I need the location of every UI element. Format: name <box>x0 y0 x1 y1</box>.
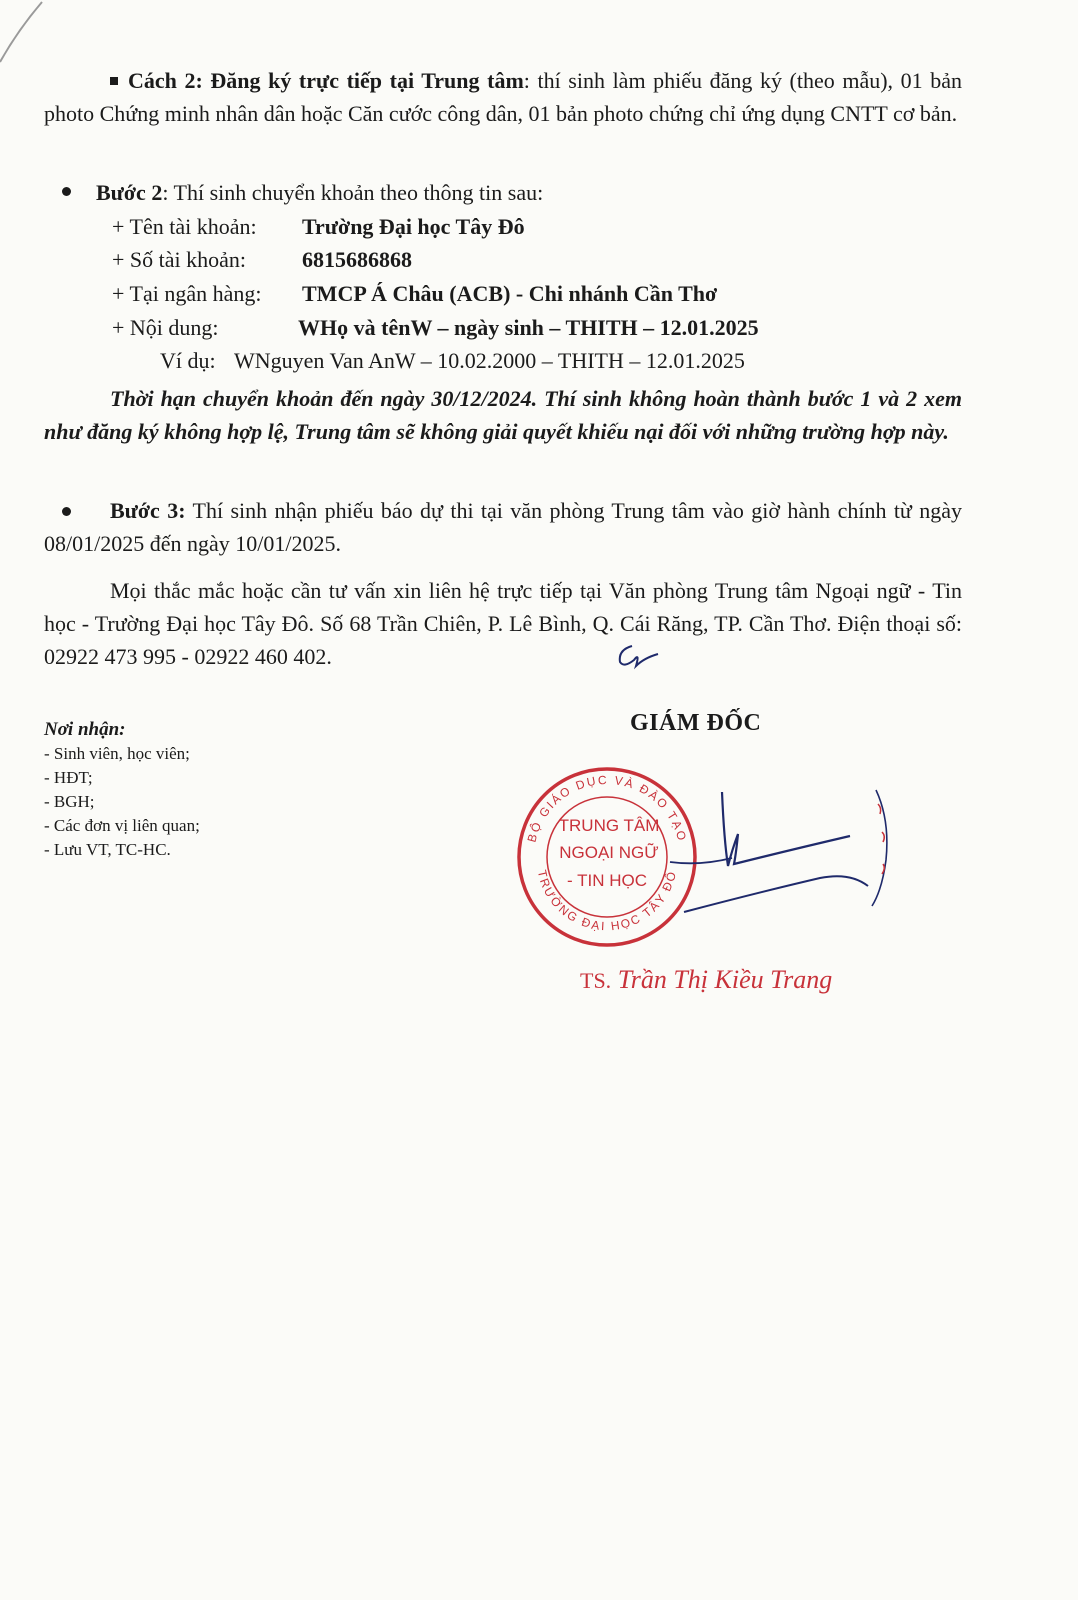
recipient-item: - Các đơn vị liên quan; <box>44 816 200 835</box>
buoc3-paragraph <box>44 494 962 560</box>
signature-drawing <box>640 780 900 940</box>
stamp-line-1: TRUNG TÂM <box>558 816 660 835</box>
bullet-dot-icon <box>62 187 71 196</box>
row-value: Trường Đại học Tây Đô <box>302 214 525 239</box>
cach2-text: : thí sinh làm phiếu đăng ký (theo mẫu), 01 bản photo Chứng minh nhân dân hoặc Căn cước công dân, 01 bản photo chứng chỉ ứng dụng CNTT cơ bản. <box>44 68 963 126</box>
row-value: WHọ và tênW – ngày sinh – THITH – 12.01.2025 <box>298 315 759 340</box>
signatory-prefix: TS. <box>580 968 612 993</box>
buoc2-heading <box>96 176 543 209</box>
page-fold-mark <box>0 0 60 70</box>
row-value: TMCP Á Châu (ACB) - Chi nhánh Cần Thơ <box>302 281 718 306</box>
buoc2-label: Bước 2 <box>96 180 163 205</box>
recipients-block <box>44 718 200 862</box>
example-label: Ví dụ: <box>160 348 216 373</box>
example-value: WNguyen Van AnW – 10.02.2000 – THITH – 12.01.2025 <box>234 348 745 373</box>
stamp-line-3: - TIN HỌC <box>567 871 647 890</box>
row-label: + Tên tài khoản: <box>112 214 257 239</box>
recipient-item: - BGH; <box>44 792 95 811</box>
stamp-line-2: NGOẠI NGỮ <box>559 843 659 862</box>
contact-paragraph: Mọi thắc mắc hoặc cần tư vấn xin liên hệ trực tiếp tại Văn phòng Trung tâm Ngoại ngữ - Tin học - Trường Đại học Tây Đô. Số 68 Trần Chiên, P. Lê Bình, Q. Cái Răng, TP. Cần Thơ. Điện thoại số: 02922 473 995 - 02922 460 402. <box>44 578 962 669</box>
signatory-full-name: Trần Thị Kiều Trang <box>617 965 833 994</box>
row-label: + Nội dung: <box>112 315 219 340</box>
buoc3-text: Thí sinh nhận phiếu báo dự thi tại văn phòng Trung tâm vào giờ hành chính từ ngày 08/01/2025 đến ngày 10/01/2025. <box>44 498 962 556</box>
cach2-paragraph <box>44 64 962 130</box>
row-label: + Số tài khoản: <box>112 247 247 272</box>
cach2-title: Cách 2: Đăng ký trực tiếp tại Trung tâm <box>128 68 524 93</box>
buoc2-text: : Thí sinh chuyển khoản theo thông tin sau: <box>162 180 544 205</box>
signatory-name <box>580 965 832 995</box>
stamp-ring-top: BỘ GIÁO DỤC VÀ ĐÀO TẠO <box>524 772 690 844</box>
recipient-item: - Sinh viên, học viên; <box>44 744 190 763</box>
row-label: + Tại ngân hàng: <box>112 281 262 306</box>
deadline-paragraph: Thời hạn chuyển khoản đến ngày 30/12/2024. Thí sinh không hoàn thành bước 1 và 2 xem như đăng ký không hợp lệ, Trung tâm sẽ không giải quyết khiếu nại đối với những trường hợp này. <box>44 386 962 444</box>
recipient-item: - HĐT; <box>44 768 93 787</box>
stamp-ring-bottom: TRƯỜNG ĐẠI HỌC TÂY ĐÔ <box>534 868 680 934</box>
recipient-item: - Lưu VT, TC-HC. <box>44 840 171 859</box>
buoc3-label: Bước 3: <box>110 498 186 523</box>
recipients-heading: Nơi nhận: <box>44 719 126 740</box>
initial-mark-icon <box>612 640 664 672</box>
row-value: 6815686868 <box>302 247 412 272</box>
square-bullet-icon <box>110 77 118 85</box>
director-title: GIÁM ĐỐC <box>630 710 762 736</box>
